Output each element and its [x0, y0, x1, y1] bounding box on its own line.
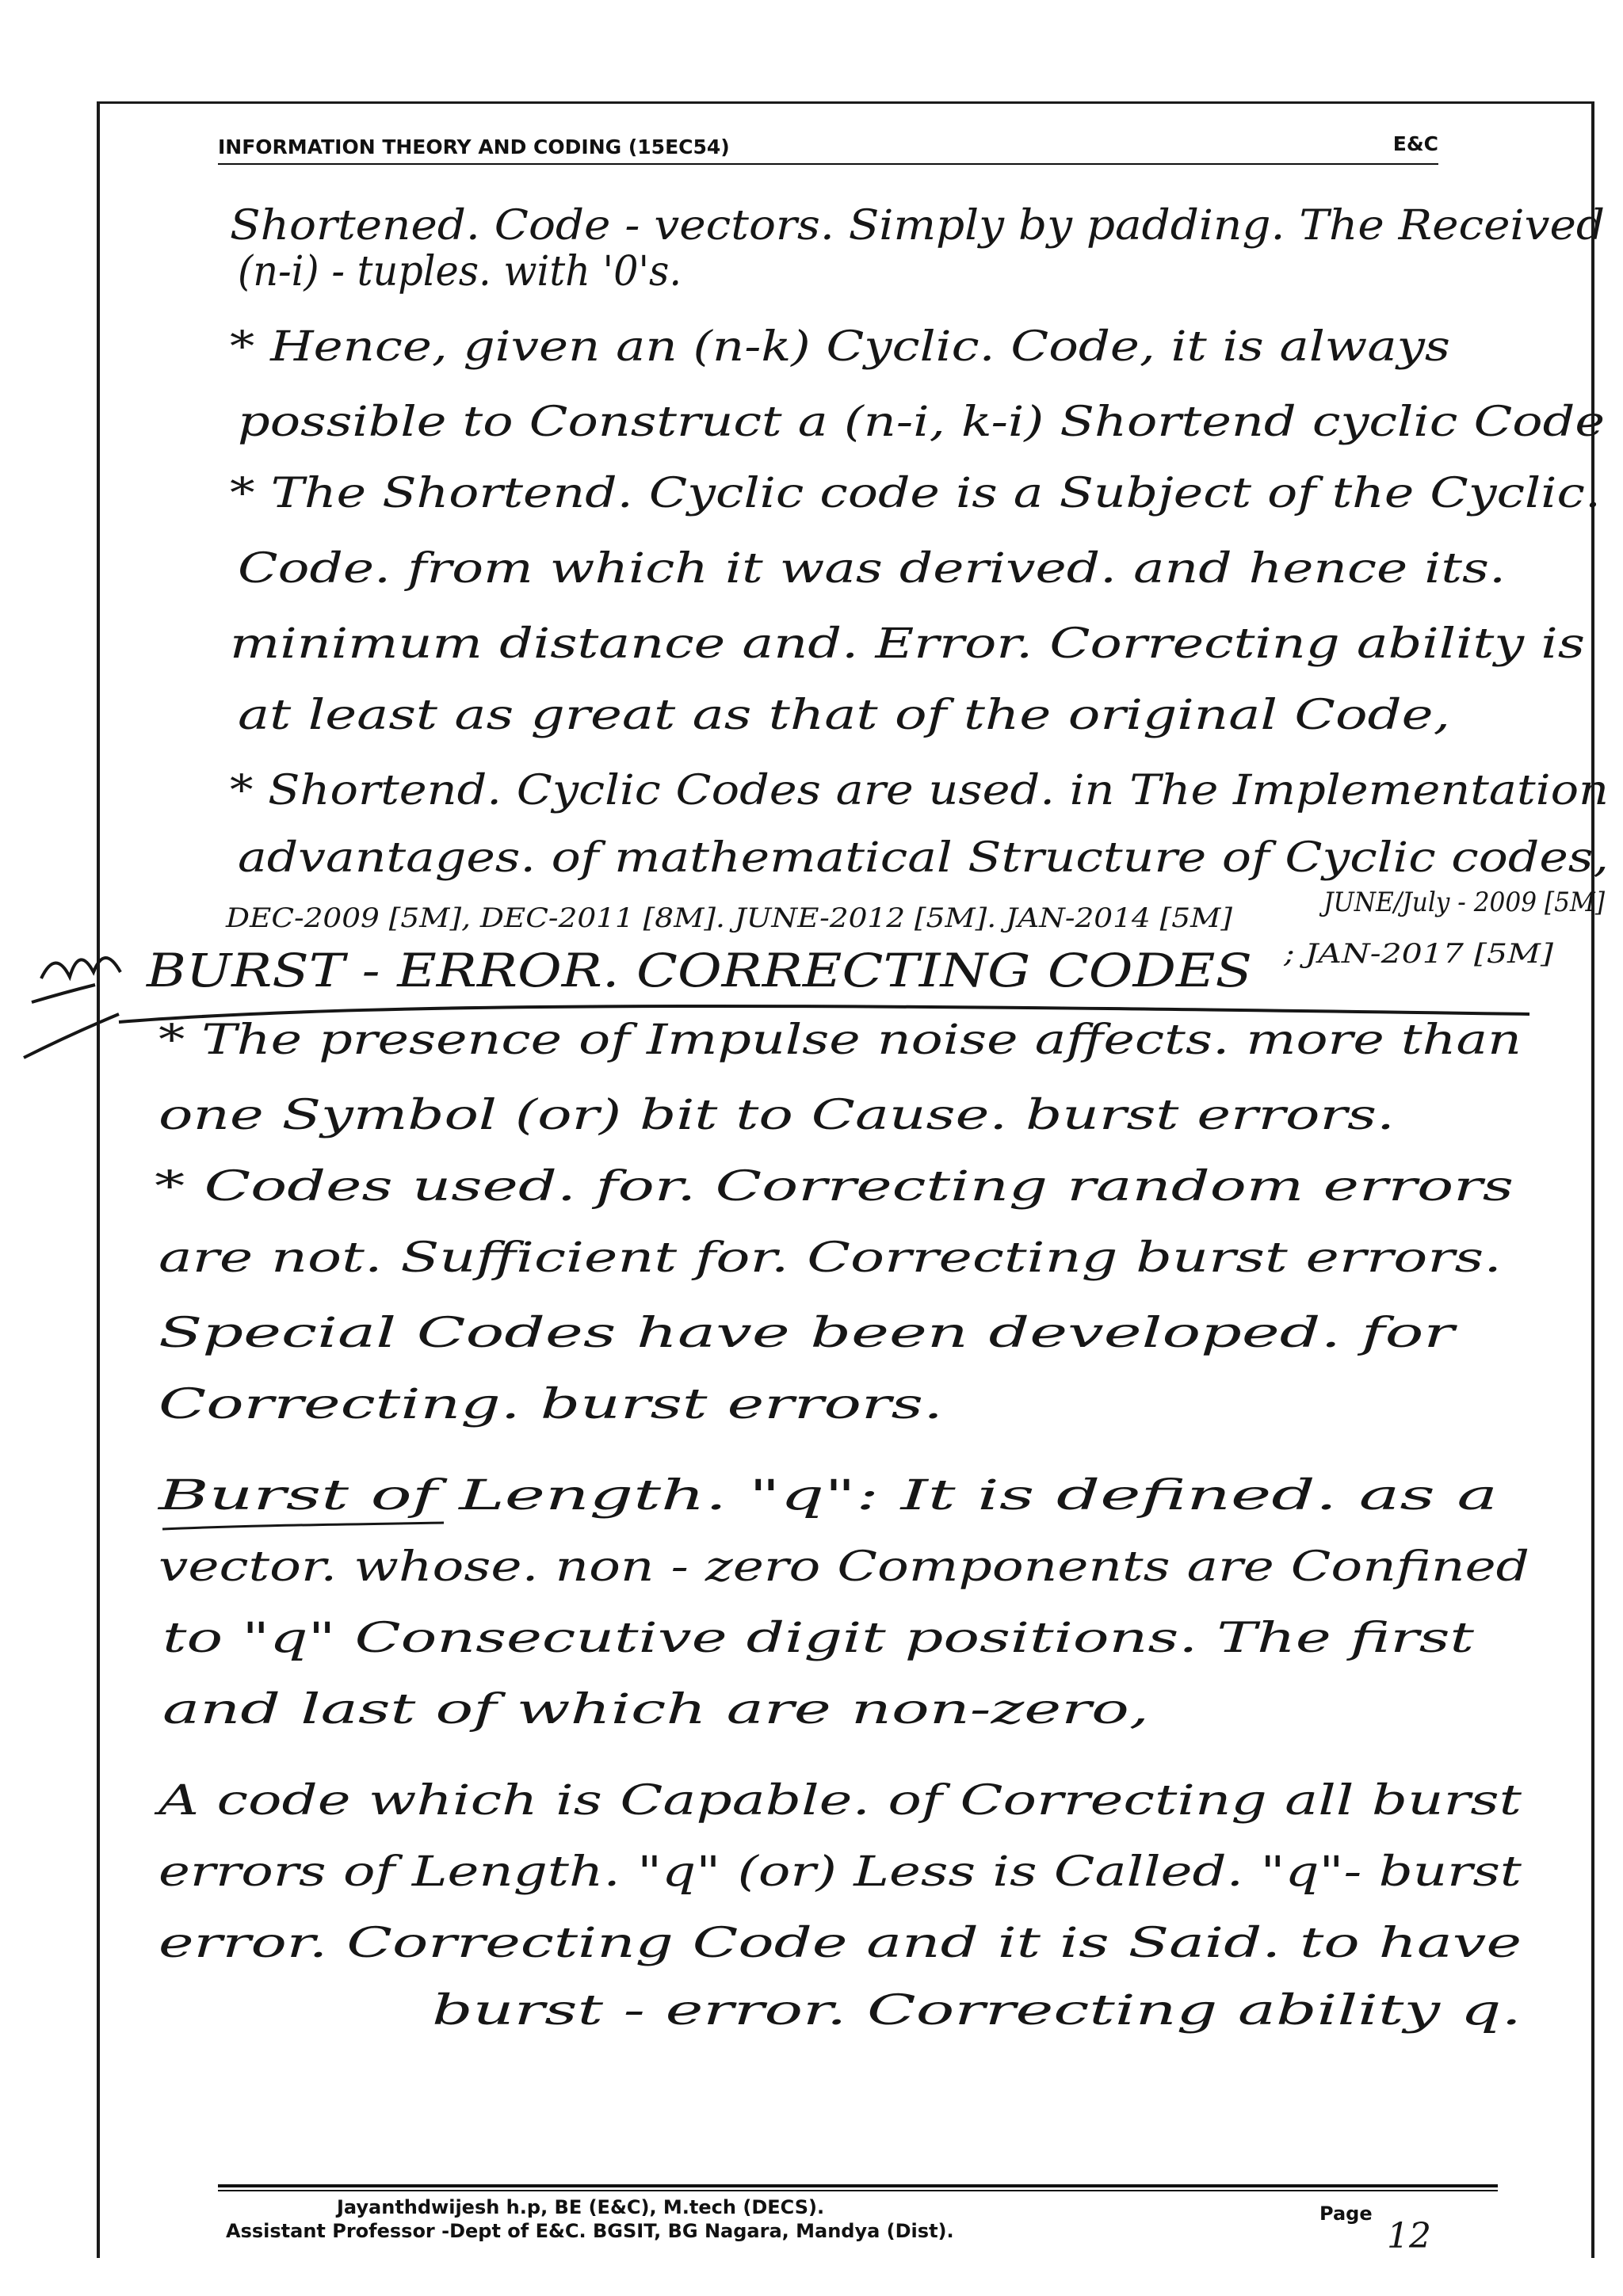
note-line: * The presence of Impulse noise affects. more than: [158, 1016, 1522, 1064]
note-line: to "q" Consecutive digit positions. The first: [162, 1615, 1475, 1662]
note-line: Special Codes have been developed. for: [158, 1310, 1458, 1357]
exam-reference: ; JAN-2017 [5M]: [1282, 938, 1554, 970]
page-label: Page: [1319, 2203, 1373, 2225]
note-line: error. Correcting Code and it is Said. to have: [158, 1920, 1522, 1967]
note-line: at least as great as that of the original Code,: [238, 692, 1450, 739]
note-line: advantages. of mathematical Structure of Cyclic codes,: [238, 834, 1609, 882]
course-title: INFORMATION THEORY AND CODING (15EC54): [218, 135, 730, 158]
note-line: one Symbol (or) bit to Cause. burst errors.: [158, 1092, 1395, 1139]
department-label: E&C: [1392, 132, 1438, 155]
note-line: burst - error. Correcting ability q.: [432, 1987, 1522, 2035]
margin-scribble: [24, 958, 120, 1058]
note-line: * Hence, given an (n-k) Cyclic. Code, it is always: [230, 323, 1450, 371]
note-line: * The Shortend. Cyclic code is a Subject of the Cyclic.: [230, 470, 1601, 517]
note-line: * Codes used. for. Correcting random errors: [155, 1163, 1514, 1211]
author-line: Jayanthdwijesh h.p, BE (E&C), M.tech (DECS).: [337, 2196, 825, 2218]
note-line: (n-i) - tuples. with '0's.: [238, 248, 682, 296]
definition-line: Burst of Length. "q": It is defined. as a: [157, 1472, 1498, 1520]
section-heading: BURST - ERROR. CORRECTING CODES: [145, 944, 1253, 997]
note-line: errors of Length. "q" (or) Less is Called. "q"- burst: [158, 1848, 1522, 1896]
note-line: possible to Construct a (n-i, k-i) Shortend cyclic Code: [238, 399, 1605, 446]
page-number: 12: [1387, 2216, 1431, 2256]
note-line: are not. Sufficient for. Correcting burst errors.: [158, 1234, 1502, 1282]
note-line: minimum distance and. Error. Correcting ability is: [230, 620, 1585, 668]
note-line: A code which is Capable. of Correcting all burst: [154, 1777, 1522, 1825]
note-line: vector. whose. non - zero Components are Confined: [158, 1543, 1529, 1591]
note-line: and last of which are non-zero,: [162, 1686, 1149, 1733]
note-line: Code. from which it was derived. and hence its.: [238, 545, 1506, 593]
exam-reference: DEC-2009 [5M], DEC-2011 [8M]. JUNE-2012 [5M]. JAN-2014 [5M]: [224, 902, 1233, 934]
note-line: Shortened. Code - vectors. Simply by padding. The Received: [230, 202, 1605, 250]
footer-rule: [218, 2190, 1498, 2191]
footer-rule: [218, 2184, 1498, 2187]
definition-underline: [162, 1523, 444, 1529]
affiliation-line: Assistant Professor -Dept of E&C. BGSIT, BG Nagara, Mandya (Dist).: [226, 2220, 954, 2242]
exam-reference: JUNE/July - 2009 [5M]: [1319, 887, 1606, 918]
note-line: Correcting. burst errors.: [158, 1381, 943, 1428]
note-line: * Shortend. Cyclic Codes are used. in The Implementation: [230, 767, 1609, 814]
